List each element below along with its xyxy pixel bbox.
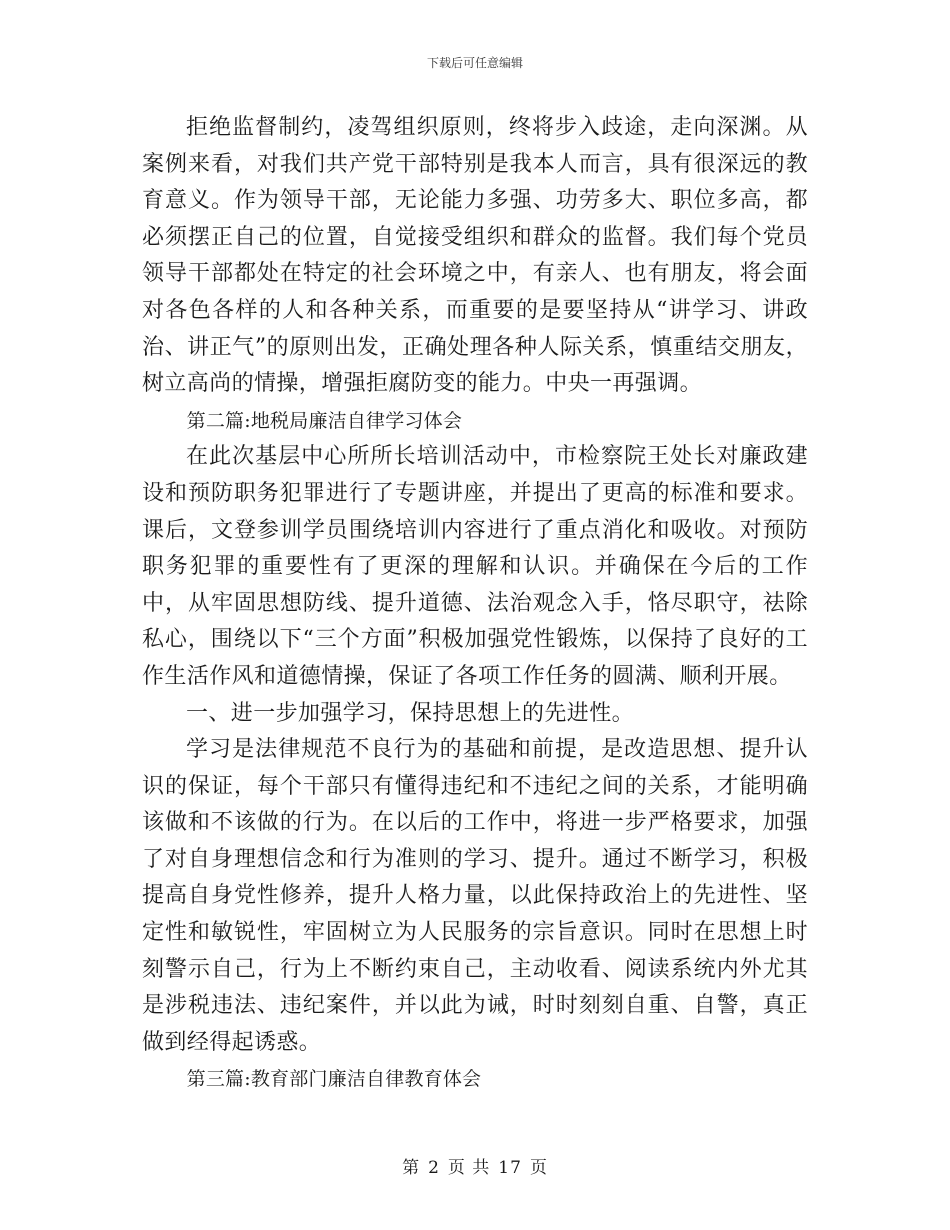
paragraph-2: 在此次基层中心所所长培训活动中，市检察院王处长对廉政建设和预防职务犯罪进行了专题讲座，并提出了更高的标准和要求。课后，文登参训学员围绕培训内容进行了重点消化和吸收。对预防职务犯罪的重要性有了更深的理解和认识。并确保在今后的工作中，从牢固思想防线、提升道德、法治观念入手，恪尽职守，祛除私心，围绕以下“三个方面”积极加强党性锻炼，以保持了良好的工作生活作风和道德情操，保证了各项工作任务的圆满、顺利开展。 xyxy=(142,444,808,689)
paragraph-4: 学习是法律规范不良行为的基础和前提，是改造思想、提升认识的保证，每个干部只有懂得违纪和不违纪之间的关系，才能明确该做和不该做的行为。在以后的工作中，将进一步严格要求，加强了对自身理想信念和行为准则的学习、提升。通过不断学习，积极提高自身党性修养，提升人格力量，以此保持政治上的先进性、坚定性和敏锐性，牢固树立为人民服务的宗旨意识。同时在思想上时刻警示自己，行为上不断约束自己，主动收看、阅读系统内外尤其是涉税违法、违纪案件，并以此为诫，时时刻刻自重、自警，真正做到经得起诱惑。 xyxy=(142,737,808,1055)
footer-middle: 页 共 xyxy=(447,1158,491,1178)
footer-total-pages: 17 xyxy=(498,1158,522,1178)
footer-suffix: 页 xyxy=(529,1158,548,1178)
section-title-3: 第三篇:教育部门廉洁自律教育体会 xyxy=(186,1068,482,1091)
page-footer xyxy=(0,1153,950,1178)
footer-page-number: 2 xyxy=(428,1158,440,1178)
section-title-2: 第二篇:地税局廉洁自律学习体会 xyxy=(186,409,463,432)
header-note: 下载后可任意编辑 xyxy=(426,56,523,70)
document-body xyxy=(142,110,808,1098)
footer-prefix: 第 xyxy=(402,1158,421,1178)
paragraph-1: 拒绝监督制约，凌驾组织原则，终将步入歧途，走向深渊。从案例来看，对我们共产党干部特别是我本人而言，具有很深远的教育意义。作为领导干部，无论能力多强、功劳多大、职位多高，都必须摆正自己的位置，自觉接受组织和群众的监督。我们每个党员领导干部都处在特定的社会环境之中，有亲人、也有朋友，将会面对各色各样的人和各种关系，而重要的是要坚持从“讲学习、讲政治、讲正气”的原则出发，正确处理各种人际关系，慎重结交朋友，树立高尚的情操，增强拒腐防变的能力。中央一再强调。 xyxy=(142,115,808,397)
paragraph-3: 一、进一步加强学习，保持思想上的先进性。 xyxy=(186,700,635,726)
